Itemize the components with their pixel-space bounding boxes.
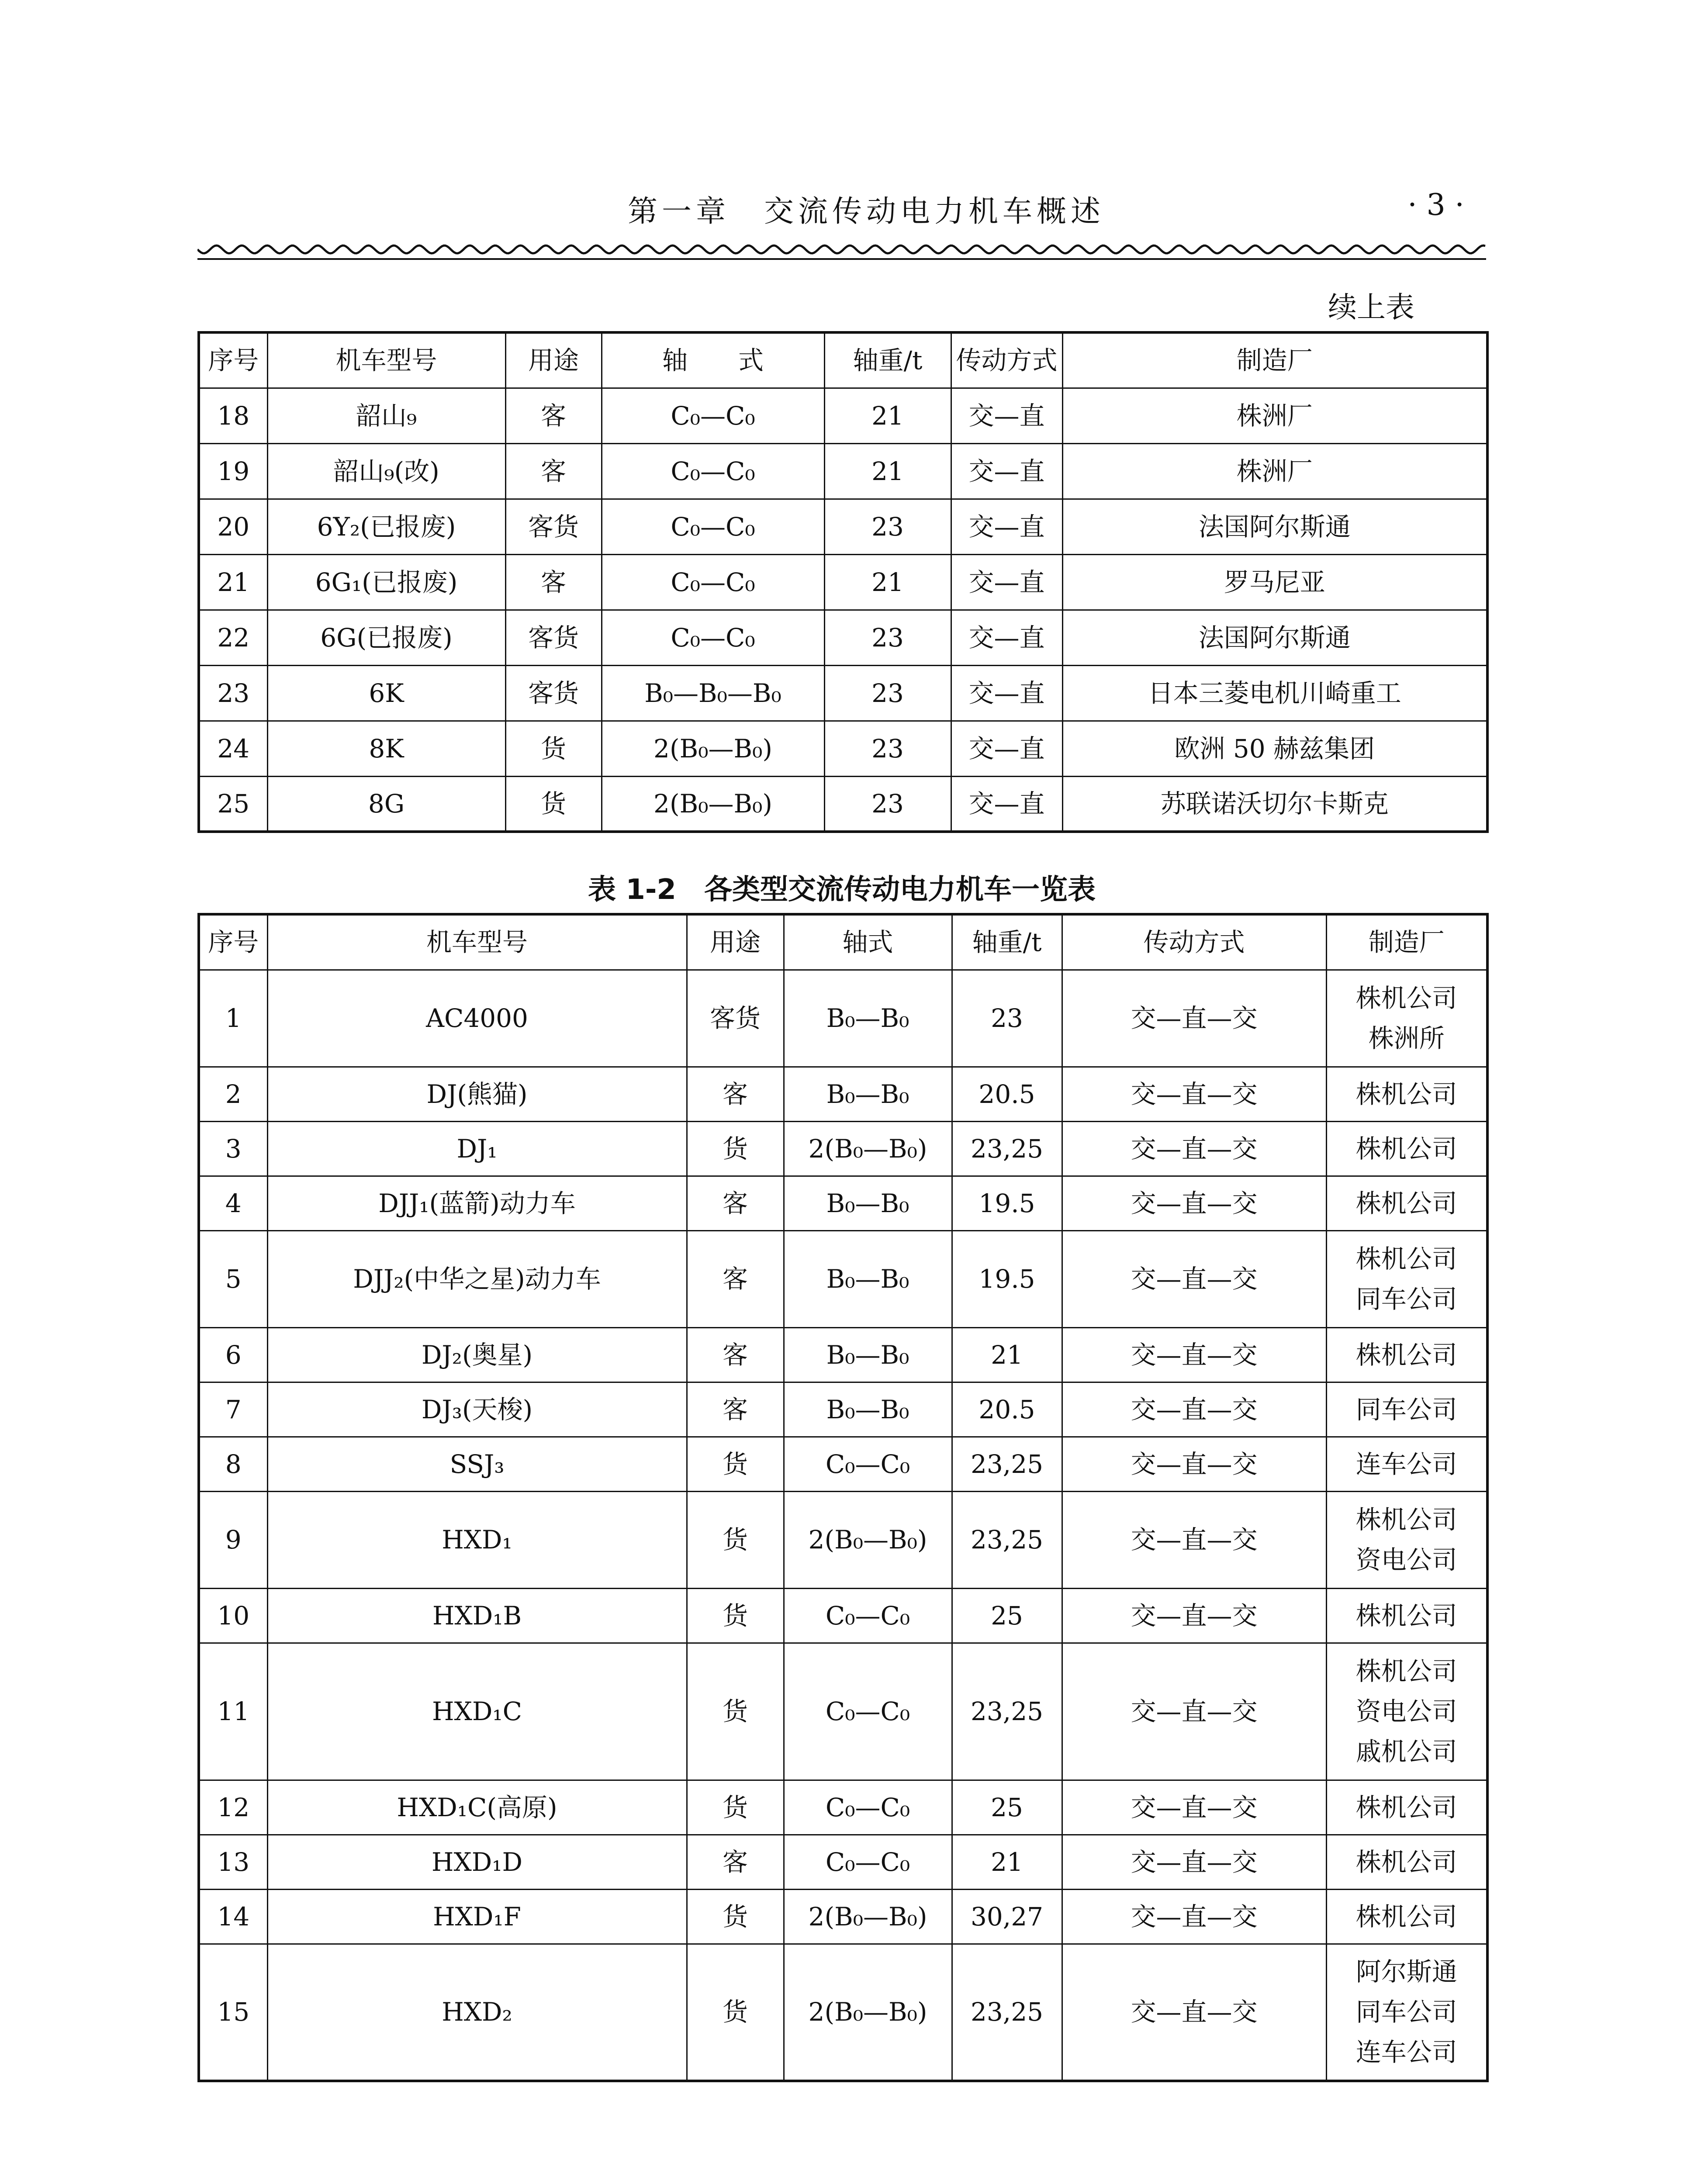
table-row <box>199 721 1487 776</box>
cell-usage: 货 <box>505 776 602 832</box>
cell-model: 8K <box>267 721 505 776</box>
cell-axle: C₀—C₀ <box>602 554 824 610</box>
table-title: 表 1-2 各类型交流传动电力机车一览表 <box>588 874 1096 906</box>
table-row <box>199 1327 1487 1382</box>
table-row <box>199 1835 1487 1889</box>
cell-axle: C₀—C₀ <box>784 1588 952 1643</box>
column-header-usage: 用途 <box>687 914 784 970</box>
cell-model: 6Y₂(已报废) <box>267 499 505 554</box>
cell-usage: 客 <box>505 388 602 443</box>
cell-usage: 客 <box>687 1327 784 1382</box>
cell-usage: 货 <box>687 1437 784 1491</box>
cell-model: HXD₂ <box>267 1944 687 2081</box>
cell-index: 20 <box>199 499 267 554</box>
cell-axle-load: 23 <box>952 970 1062 1067</box>
cell-manufacturer: 株机公司 <box>1326 1588 1487 1643</box>
cell-axle: B₀—B₀ <box>784 1176 952 1230</box>
cell-transmission: 交—直 <box>951 665 1062 721</box>
cell-axle-load: 20.5 <box>952 1382 1062 1437</box>
cell-transmission: 交—直—交 <box>1062 1230 1326 1327</box>
cell-manufacturer: 株机公司 <box>1326 1067 1487 1121</box>
cell-model: SSJ₃ <box>267 1437 687 1491</box>
table-header-row <box>199 914 1487 970</box>
cell-axle-load: 23,25 <box>952 1491 1062 1588</box>
table-row <box>199 1121 1487 1176</box>
cell-axle-load: 19.5 <box>952 1176 1062 1230</box>
cell-index: 23 <box>199 665 267 721</box>
cell-manufacturer: 苏联诺沃切尔卡斯克 <box>1062 776 1487 832</box>
cell-axle: C₀—C₀ <box>784 1780 952 1835</box>
cell-index: 11 <box>199 1643 267 1780</box>
locomotive-table <box>197 913 1489 2082</box>
cell-model: 6K <box>267 665 505 721</box>
cell-usage: 货 <box>687 1780 784 1835</box>
cell-axle: B₀—B₀ <box>784 1067 952 1121</box>
cell-manufacturer: 法国阿尔斯通 <box>1062 610 1487 665</box>
cell-axle: 2(B₀—B₀) <box>602 776 824 832</box>
cell-transmission: 交—直—交 <box>1062 1588 1326 1643</box>
cell-model: HXD₁F <box>267 1889 687 1944</box>
table-row <box>199 1780 1487 1835</box>
cell-usage: 客货 <box>505 665 602 721</box>
cell-index: 22 <box>199 610 267 665</box>
cell-index: 1 <box>199 970 267 1067</box>
cell-manufacturer: 株机公司 <box>1326 1835 1487 1889</box>
cell-axle: C₀—C₀ <box>602 388 824 443</box>
cell-model: DJJ₂(中华之星)动力车 <box>267 1230 687 1327</box>
cell-model: 韶山₉(改) <box>267 443 505 499</box>
cell-model: AC4000 <box>267 970 687 1067</box>
cell-axle: 2(B₀—B₀) <box>784 1121 952 1176</box>
table-row <box>199 388 1487 443</box>
cell-axle-load: 23 <box>824 721 951 776</box>
column-header-transmission: 传动方式 <box>951 332 1062 388</box>
table-row <box>199 1889 1487 1944</box>
cell-model: DJ₃(天梭) <box>267 1382 687 1437</box>
table-row <box>199 499 1487 554</box>
cell-model: 6G(已报废) <box>267 610 505 665</box>
cell-index: 18 <box>199 388 267 443</box>
cell-manufacturer: 株洲厂 <box>1062 443 1487 499</box>
cell-axle: B₀—B₀ <box>784 1230 952 1327</box>
cell-axle: C₀—C₀ <box>602 610 824 665</box>
cell-model: HXD₁D <box>267 1835 687 1889</box>
cell-transmission: 交—直 <box>951 721 1062 776</box>
column-header-manufacturer: 制造厂 <box>1062 332 1487 388</box>
cell-index: 19 <box>199 443 267 499</box>
table-row <box>199 1067 1487 1121</box>
cell-index: 4 <box>199 1176 267 1230</box>
cell-index: 15 <box>199 1944 267 2081</box>
cell-usage: 货 <box>687 1944 784 2081</box>
cell-usage: 客货 <box>505 499 602 554</box>
chapter-title: 第一章 交流传动电力机车概述 <box>628 194 1105 229</box>
cell-transmission: 交—直—交 <box>1062 1944 1326 2081</box>
cell-model: DJJ₁(蓝箭)动力车 <box>267 1176 687 1230</box>
cell-usage: 客 <box>505 443 602 499</box>
cell-index: 21 <box>199 554 267 610</box>
cell-transmission: 交—直—交 <box>1062 1067 1326 1121</box>
continued-table <box>197 331 1489 833</box>
cell-axle: B₀—B₀—B₀ <box>602 665 824 721</box>
cell-usage: 客 <box>505 554 602 610</box>
cell-axle-load: 23 <box>824 665 951 721</box>
table-row <box>199 1491 1487 1588</box>
page-header <box>197 188 1486 240</box>
cell-axle: B₀—B₀ <box>784 1382 952 1437</box>
cell-manufacturer: 株机公司 资电公司 戚机公司 <box>1326 1643 1487 1780</box>
cell-axle: B₀—B₀ <box>784 1327 952 1382</box>
cell-manufacturer: 日本三菱电机川崎重工 <box>1062 665 1487 721</box>
cell-model: HXD₁C <box>267 1643 687 1780</box>
cell-axle-load: 21 <box>824 554 951 610</box>
cell-transmission: 交—直—交 <box>1062 1643 1326 1780</box>
cell-axle: 2(B₀—B₀) <box>784 1889 952 1944</box>
cell-axle-load: 23,25 <box>952 1944 1062 2081</box>
cell-transmission: 交—直—交 <box>1062 1121 1326 1176</box>
cell-index: 25 <box>199 776 267 832</box>
cell-manufacturer: 株机公司 <box>1326 1121 1487 1176</box>
cell-manufacturer: 同车公司 <box>1326 1382 1487 1437</box>
column-header-axle: 轴式 <box>784 914 952 970</box>
column-header-axle-load: 轴重/t <box>952 914 1062 970</box>
table-row <box>199 665 1487 721</box>
cell-index: 2 <box>199 1067 267 1121</box>
cell-transmission: 交—直 <box>951 776 1062 832</box>
cell-manufacturer: 欧洲 50 赫兹集团 <box>1062 721 1487 776</box>
page-number: · 3 · <box>1407 188 1464 222</box>
cell-model: HXD₁ <box>267 1491 687 1588</box>
cell-manufacturer: 阿尔斯通 同车公司 连车公司 <box>1326 1944 1487 2081</box>
cell-axle-load: 30,27 <box>952 1889 1062 1944</box>
table-row <box>199 970 1487 1067</box>
cell-model: HXD₁C(高原) <box>267 1780 687 1835</box>
cell-axle-load: 23 <box>824 610 951 665</box>
cell-transmission: 交—直—交 <box>1062 1780 1326 1835</box>
cell-model: DJ(熊猫) <box>267 1067 687 1121</box>
table-row <box>199 1230 1487 1327</box>
cell-transmission: 交—直—交 <box>1062 1382 1326 1437</box>
table-row <box>199 1176 1487 1230</box>
column-header-model: 机车型号 <box>267 914 687 970</box>
cell-axle-load: 23 <box>824 499 951 554</box>
cell-usage: 客 <box>687 1230 784 1327</box>
cell-usage: 货 <box>687 1889 784 1944</box>
column-header-axle-load: 轴重/t <box>824 332 951 388</box>
cell-model: HXD₁B <box>267 1588 687 1643</box>
cell-axle: C₀—C₀ <box>784 1437 952 1491</box>
cell-model: DJ₂(奥星) <box>267 1327 687 1382</box>
column-header-transmission: 传动方式 <box>1062 914 1326 970</box>
cell-transmission: 交—直—交 <box>1062 970 1326 1067</box>
cell-axle-load: 19.5 <box>952 1230 1062 1327</box>
cell-manufacturer: 法国阿尔斯通 <box>1062 499 1487 554</box>
cell-manufacturer: 株机公司 资电公司 <box>1326 1491 1487 1588</box>
table-row <box>199 1382 1487 1437</box>
cell-index: 24 <box>199 721 267 776</box>
cell-manufacturer: 株机公司 同车公司 <box>1326 1230 1487 1327</box>
cell-model: 8G <box>267 776 505 832</box>
cell-manufacturer: 株机公司 株洲所 <box>1326 970 1487 1067</box>
cell-axle-load: 25 <box>952 1780 1062 1835</box>
cell-usage: 货 <box>505 721 602 776</box>
cell-usage: 货 <box>687 1588 784 1643</box>
table-row <box>199 776 1487 832</box>
cell-manufacturer: 罗马尼亚 <box>1062 554 1487 610</box>
cell-manufacturer: 株机公司 <box>1326 1780 1487 1835</box>
cell-axle-load: 23,25 <box>952 1437 1062 1491</box>
cell-axle-load: 21 <box>952 1835 1062 1889</box>
table-row <box>199 1588 1487 1643</box>
cell-index: 8 <box>199 1437 267 1491</box>
cell-axle: 2(B₀—B₀) <box>784 1491 952 1588</box>
column-header-axle: 轴 式 <box>602 332 824 388</box>
cell-axle-load: 20.5 <box>952 1067 1062 1121</box>
cell-axle-load: 21 <box>952 1327 1062 1382</box>
cell-transmission: 交—直 <box>951 610 1062 665</box>
cell-manufacturer: 株机公司 <box>1326 1889 1487 1944</box>
cell-manufacturer: 株机公司 <box>1326 1327 1487 1382</box>
cell-model: 6G₁(已报废) <box>267 554 505 610</box>
table-row <box>199 610 1487 665</box>
cell-axle-load: 23 <box>824 776 951 832</box>
cell-axle-load: 25 <box>952 1588 1062 1643</box>
cell-transmission: 交—直—交 <box>1062 1491 1326 1588</box>
cell-usage: 客 <box>687 1382 784 1437</box>
table-header-row <box>199 332 1487 388</box>
cell-axle: B₀—B₀ <box>784 970 952 1067</box>
cell-transmission: 交—直—交 <box>1062 1176 1326 1230</box>
cell-usage: 货 <box>687 1121 784 1176</box>
cell-index: 14 <box>199 1889 267 1944</box>
table-row <box>199 1643 1487 1780</box>
cell-model: 韶山₉ <box>267 388 505 443</box>
cell-index: 10 <box>199 1588 267 1643</box>
cell-index: 13 <box>199 1835 267 1889</box>
cell-axle-load: 21 <box>824 388 951 443</box>
cell-transmission: 交—直 <box>951 388 1062 443</box>
cell-index: 7 <box>199 1382 267 1437</box>
cell-axle: C₀—C₀ <box>602 499 824 554</box>
cell-usage: 货 <box>687 1643 784 1780</box>
cell-usage: 客 <box>687 1067 784 1121</box>
cell-transmission: 交—直 <box>951 499 1062 554</box>
cell-transmission: 交—直 <box>951 443 1062 499</box>
header-wave-divider <box>197 238 1486 264</box>
column-header-manufacturer: 制造厂 <box>1326 914 1487 970</box>
cell-axle: 2(B₀—B₀) <box>784 1944 952 2081</box>
continued-label: 续上表 <box>1328 290 1414 324</box>
cell-manufacturer: 株洲厂 <box>1062 388 1487 443</box>
cell-transmission: 交—直—交 <box>1062 1437 1326 1491</box>
cell-transmission: 交—直 <box>951 554 1062 610</box>
column-header-model: 机车型号 <box>267 332 505 388</box>
cell-manufacturer: 连车公司 <box>1326 1437 1487 1491</box>
table-row <box>199 1437 1487 1491</box>
column-header-usage: 用途 <box>505 332 602 388</box>
cell-axle-load: 23,25 <box>952 1643 1062 1780</box>
cell-axle: C₀—C₀ <box>784 1835 952 1889</box>
cell-transmission: 交—直—交 <box>1062 1835 1326 1889</box>
cell-index: 6 <box>199 1327 267 1382</box>
cell-axle: C₀—C₀ <box>602 443 824 499</box>
cell-index: 3 <box>199 1121 267 1176</box>
cell-usage: 客 <box>687 1835 784 1889</box>
cell-index: 9 <box>199 1491 267 1588</box>
cell-usage: 客货 <box>687 970 784 1067</box>
cell-axle: C₀—C₀ <box>784 1643 952 1780</box>
table-row <box>199 443 1487 499</box>
column-header-index: 序号 <box>199 332 267 388</box>
cell-transmission: 交—直—交 <box>1062 1327 1326 1382</box>
cell-transmission: 交—直—交 <box>1062 1889 1326 1944</box>
cell-axle-load: 23,25 <box>952 1121 1062 1176</box>
cell-usage: 客 <box>687 1176 784 1230</box>
cell-usage: 客货 <box>505 610 602 665</box>
cell-index: 12 <box>199 1780 267 1835</box>
cell-index: 5 <box>199 1230 267 1327</box>
table-row <box>199 1944 1487 2081</box>
column-header-index: 序号 <box>199 914 267 970</box>
cell-manufacturer: 株机公司 <box>1326 1176 1487 1230</box>
cell-model: DJ₁ <box>267 1121 687 1176</box>
cell-usage: 货 <box>687 1491 784 1588</box>
table-row <box>199 554 1487 610</box>
cell-axle-load: 21 <box>824 443 951 499</box>
cell-axle: 2(B₀—B₀) <box>602 721 824 776</box>
